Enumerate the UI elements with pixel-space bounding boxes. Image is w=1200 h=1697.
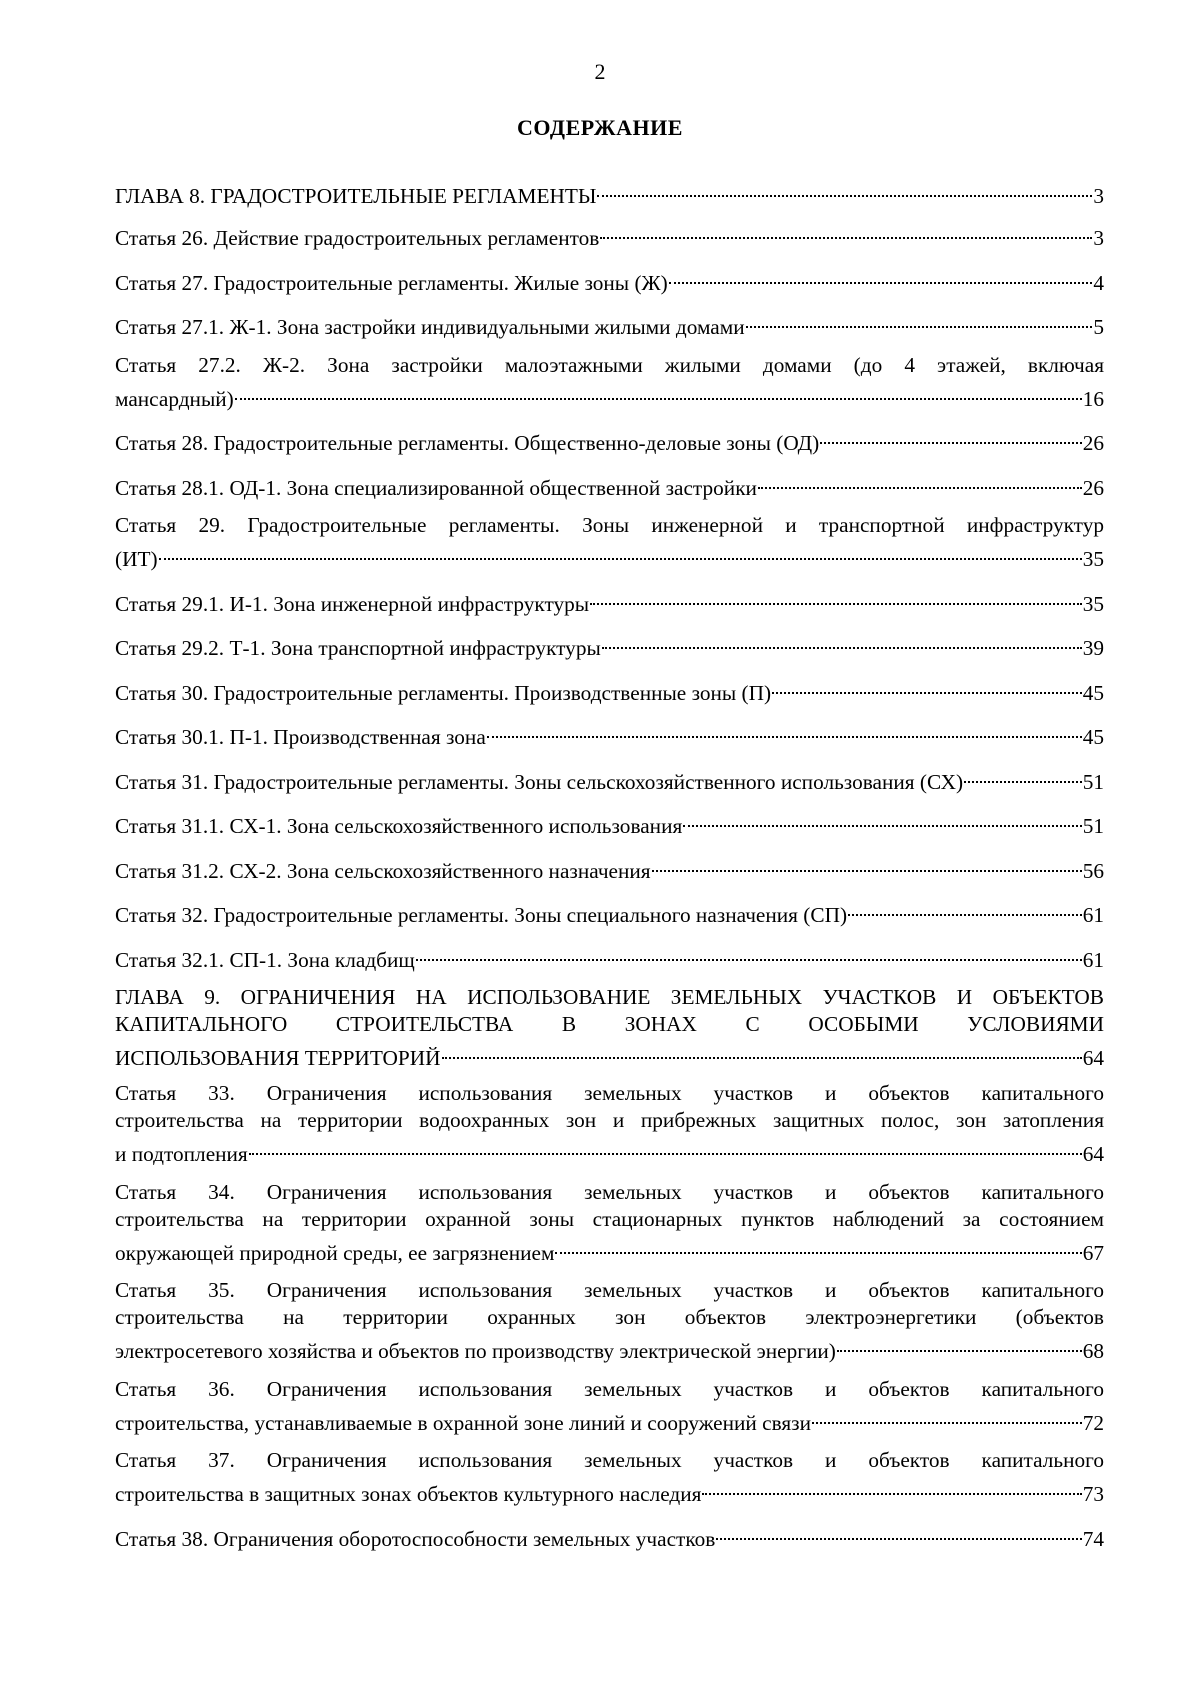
toc-entry-title: Статья 31. Градостроительные регламенты. Зоны сельскохозяйственного использования (СХ) bbox=[115, 769, 964, 794]
toc-entry-page-number: 35 bbox=[1082, 591, 1104, 616]
toc-entry-page-number: 35 bbox=[1082, 547, 1104, 571]
dot-leader bbox=[820, 423, 1081, 450]
toc-entry-title: мансардный) bbox=[115, 386, 234, 411]
toc-entry-final-line bbox=[115, 717, 1104, 751]
toc-entry-page-number: 3 bbox=[1093, 226, 1104, 250]
toc-entry-chapter[interactable] bbox=[115, 984, 1104, 1072]
toc-entry-article[interactable] bbox=[115, 1277, 1104, 1365]
toc-entry-article[interactable] bbox=[115, 423, 1104, 457]
toc-entry-page-number: 39 bbox=[1082, 636, 1104, 660]
toc-entry-title: Статья 31.2. СХ-2. Зона сельскохозяйственного назначения bbox=[115, 858, 651, 883]
dot-leader bbox=[600, 218, 1092, 245]
toc-entry-article[interactable] bbox=[115, 352, 1104, 413]
toc-entry-page-number: 64 bbox=[1082, 1046, 1104, 1070]
dot-leader bbox=[669, 263, 1093, 290]
toc-entry-article[interactable] bbox=[115, 307, 1104, 341]
toc-entry-article[interactable] bbox=[115, 806, 1104, 840]
toc-entry-article[interactable] bbox=[115, 1519, 1104, 1553]
toc-entry-line: Статья 35. Ограничения использования земельных участков и объектов капитального bbox=[115, 1278, 1104, 1302]
toc-entry-final-line bbox=[115, 1474, 1104, 1508]
toc-entry-title: Статья 28.1. ОД-1. Зона специализированной общественной застройки bbox=[115, 475, 757, 500]
toc-entry-title: Статья 27. Градостроительные регламенты. Жилые зоны (Ж) bbox=[115, 270, 668, 295]
toc-entry-page-number: 51 bbox=[1082, 814, 1104, 838]
toc-entry-line: Статья 29. Градостроительные регламенты. Зоны инженерной и транспортной инфраструктур bbox=[115, 513, 1104, 537]
toc-entry-final-line bbox=[115, 176, 1104, 210]
dot-leader bbox=[716, 1519, 1081, 1546]
toc-entry-title: Статья 29.2. Т-1. Зона транспортной инфраструктуры bbox=[115, 636, 601, 660]
toc-entry-line: Статья 27.2. Ж-2. Зона застройки малоэтажными жилыми домами (до 4 этажей, включая bbox=[115, 352, 1104, 377]
dot-leader bbox=[652, 851, 1082, 878]
toc-entry-final-line bbox=[115, 263, 1104, 297]
toc-entry-article[interactable] bbox=[115, 584, 1104, 618]
dot-leader bbox=[249, 1134, 1082, 1161]
toc-entry-final-line bbox=[115, 851, 1104, 885]
toc-entry-page-number: 45 bbox=[1082, 725, 1104, 749]
toc-entry-title: Статья 32.1. СП-1. Зона кладбищ bbox=[115, 947, 415, 972]
dot-leader bbox=[746, 307, 1093, 334]
toc-entry-title: Статья 38. Ограничения оборотоспособности земельных участков bbox=[115, 1526, 716, 1551]
toc-entry-title: Статья 26. Действие градостроительных регламентов bbox=[115, 226, 600, 250]
toc-title: СОДЕРЖАНИЕ bbox=[517, 115, 683, 140]
toc-entry-page-number: 74 bbox=[1082, 1526, 1104, 1551]
dot-leader bbox=[602, 628, 1082, 655]
toc-entry-title: ГЛАВА 8. ГРАДОСТРОИТЕЛЬНЫЕ РЕГЛАМЕНТЫ bbox=[115, 184, 597, 208]
toc-entry-article[interactable] bbox=[115, 263, 1104, 297]
toc-entry-line: КАПИТАЛЬНОГО СТРОИТЕЛЬСТВА В ЗОНАХ С ОСОБЫМИ УСЛОВИЯМИ bbox=[115, 1012, 1104, 1036]
toc-entry-final-line bbox=[115, 1134, 1104, 1168]
toc-entry-title: Статья 30.1. П-1. Производственная зона bbox=[115, 725, 486, 749]
toc-entry-page-number: 61 bbox=[1082, 947, 1104, 972]
toc-entry-final-line bbox=[115, 1519, 1104, 1553]
toc-entry-final-line bbox=[115, 423, 1104, 457]
toc-entry-line: Статья 37. Ограничения использования земельных участков и объектов капитального bbox=[115, 1448, 1104, 1472]
toc-entry-page-number: 26 bbox=[1082, 431, 1104, 455]
page-number: 2 bbox=[594, 59, 606, 84]
toc-entry-title: окружающей природной среды, ее загрязнением bbox=[115, 1240, 555, 1265]
toc-entry-article[interactable] bbox=[115, 895, 1104, 929]
toc-entry-article[interactable] bbox=[115, 673, 1104, 707]
dot-leader bbox=[964, 762, 1082, 789]
dot-leader bbox=[848, 895, 1082, 922]
toc-entry-final-line bbox=[115, 1403, 1104, 1437]
toc-entry-article[interactable] bbox=[115, 512, 1104, 573]
toc-entry-line: Статья 36. Ограничения использования земельных участков и объектов капитального bbox=[115, 1376, 1104, 1401]
dot-leader bbox=[487, 717, 1082, 744]
toc-entry-title: электросетевого хозяйства и объектов по производству электрической энергии) bbox=[115, 1339, 836, 1363]
toc-entry-title: Статья 30. Градостроительные регламенты. Производственные зоны (П) bbox=[115, 680, 772, 705]
dot-leader bbox=[758, 468, 1082, 495]
toc-entry-final-line bbox=[115, 468, 1104, 502]
dot-leader bbox=[837, 1331, 1082, 1358]
toc-entry-final-line bbox=[115, 218, 1104, 252]
toc-entry-page-number: 51 bbox=[1082, 769, 1104, 794]
toc-entry-article[interactable] bbox=[115, 218, 1104, 252]
toc-entry-page-number: 26 bbox=[1082, 475, 1104, 500]
toc-entry-article[interactable] bbox=[115, 762, 1104, 796]
toc-entry-title: строительства в защитных зонах объектов культурного наследия bbox=[115, 1482, 702, 1506]
toc-entry-page-number: 16 bbox=[1082, 386, 1104, 411]
toc-entry-article[interactable] bbox=[115, 1080, 1104, 1168]
toc-entry-final-line bbox=[115, 628, 1104, 662]
toc-entry-title: Статья 31.1. СХ-1. Зона сельскохозяйственного использования bbox=[115, 814, 683, 838]
dot-leader bbox=[555, 1233, 1081, 1260]
toc-entry-title: и подтопления bbox=[115, 1142, 248, 1166]
toc-entry-final-line bbox=[115, 673, 1104, 707]
toc-entry-final-line bbox=[115, 1233, 1104, 1267]
dot-leader bbox=[159, 539, 1082, 566]
toc-entry-title: (ИТ) bbox=[115, 547, 158, 571]
toc-entry-line: Статья 33. Ограничения использования земельных участков и объектов капитального bbox=[115, 1081, 1104, 1105]
dot-leader bbox=[772, 673, 1082, 700]
toc-entry-final-line bbox=[115, 1331, 1104, 1365]
toc-entry-article[interactable] bbox=[115, 1179, 1104, 1267]
toc-entry-title: Статья 29.1. И-1. Зона инженерной инфраструктуры bbox=[115, 591, 590, 616]
table-of-contents bbox=[115, 176, 1104, 1563]
dot-leader bbox=[597, 176, 1092, 203]
toc-entry-page-number: 67 bbox=[1082, 1240, 1104, 1265]
toc-entry-final-line bbox=[115, 762, 1104, 796]
toc-entry-page-number: 73 bbox=[1082, 1482, 1104, 1506]
toc-entry-final-line bbox=[115, 307, 1104, 341]
toc-entry-article[interactable] bbox=[115, 1447, 1104, 1508]
toc-entry-article[interactable] bbox=[115, 468, 1104, 502]
toc-entry-line: ГЛАВА 9. ОГРАНИЧЕНИЯ НА ИСПОЛЬЗОВАНИЕ ЗЕМЕЛЬНЫХ УЧАСТКОВ И ОБЪЕКТОВ bbox=[115, 985, 1104, 1009]
toc-entry-final-line bbox=[115, 806, 1104, 840]
toc-entry-final-line bbox=[115, 940, 1104, 974]
dot-leader bbox=[683, 806, 1081, 833]
toc-entry-article[interactable] bbox=[115, 628, 1104, 662]
toc-entry-title: строительства, устанавливаемые в охранной зоне линий и сооружений связи bbox=[115, 1410, 811, 1435]
toc-entry-page-number: 64 bbox=[1082, 1142, 1104, 1166]
toc-entry-chapter[interactable] bbox=[115, 176, 1104, 210]
dot-leader bbox=[442, 1038, 1082, 1065]
toc-entry-article[interactable] bbox=[115, 851, 1104, 885]
toc-entry-page-number: 61 bbox=[1082, 903, 1104, 927]
toc-entry-article[interactable] bbox=[115, 1376, 1104, 1437]
toc-entry-line: строительства на территории охранной зоны стационарных пунктов наблюдений за состоянием bbox=[115, 1206, 1104, 1231]
toc-entry-title: Статья 27.1. Ж-1. Зона застройки индивидуальными жилыми домами bbox=[115, 315, 745, 339]
toc-entry-page-number: 3 bbox=[1093, 184, 1104, 208]
toc-entry-page-number: 45 bbox=[1082, 680, 1104, 705]
toc-entry-title: Статья 32. Градостроительные регламенты. Зоны специального назначения (СП) bbox=[115, 903, 848, 927]
toc-entry-page-number: 5 bbox=[1093, 315, 1104, 339]
toc-entry-final-line bbox=[115, 1038, 1104, 1072]
toc-entry-title: Статья 28. Градостроительные регламенты. Общественно-деловые зоны (ОД) bbox=[115, 431, 820, 455]
toc-entry-final-line bbox=[115, 584, 1104, 618]
toc-entry-page-number: 56 bbox=[1082, 858, 1104, 883]
dot-leader bbox=[235, 379, 1082, 406]
toc-entry-page-number: 68 bbox=[1082, 1339, 1104, 1363]
toc-entry-page-number: 72 bbox=[1082, 1410, 1104, 1435]
dot-leader bbox=[590, 584, 1082, 611]
toc-entry-article[interactable] bbox=[115, 940, 1104, 974]
dot-leader bbox=[812, 1403, 1082, 1430]
dot-leader bbox=[416, 940, 1082, 967]
toc-entry-final-line bbox=[115, 895, 1104, 929]
toc-entry-final-line bbox=[115, 379, 1104, 413]
toc-entry-title: ИСПОЛЬЗОВАНИЯ ТЕРРИТОРИЙ bbox=[115, 1046, 441, 1070]
toc-entry-page-number: 4 bbox=[1093, 270, 1104, 295]
toc-entry-line: Статья 34. Ограничения использования земельных участков и объектов капитального bbox=[115, 1179, 1104, 1204]
toc-entry-final-line bbox=[115, 539, 1104, 573]
toc-entry-line: строительства на территории охранных зон объектов электроэнергетики (объектов bbox=[115, 1305, 1104, 1329]
dot-leader bbox=[702, 1474, 1081, 1501]
toc-entry-article[interactable] bbox=[115, 717, 1104, 751]
toc-entry-line: строительства на территории водоохранных зон и прибрежных защитных полос, зон затопления bbox=[115, 1108, 1104, 1132]
